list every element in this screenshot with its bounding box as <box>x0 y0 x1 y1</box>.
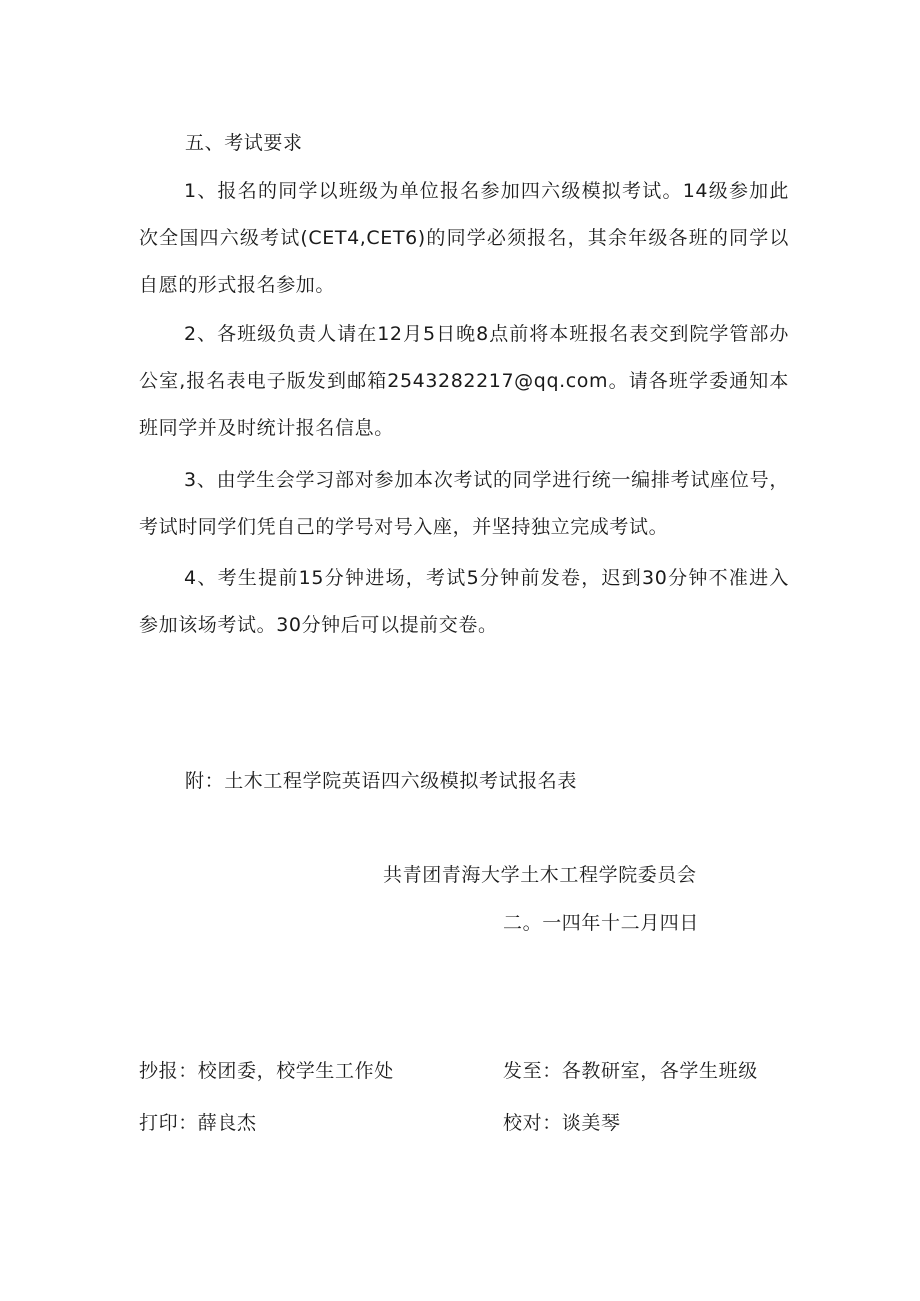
attachment-note: 附：土木工程学院英语四六级模拟考试报名表 <box>185 770 578 792</box>
requirement-paragraph-3: 3、由学生会学习部对参加本次考试的同学进行统一编排考试座位号，考试时同学们凭自己的学号对号入座，并坚持独立完成考试。 <box>139 469 789 538</box>
issuer-signature: 共青团青海大学土木工程学院委员会 <box>383 864 697 886</box>
report-to: 抄报：校团委，校学生工作处 <box>139 1060 394 1082</box>
section-heading: 五、考试要求 <box>185 132 303 154</box>
requirement-paragraph-4: 4、考生提前15分钟进场，考试5分钟前发卷，迟到30分钟不准进入参加该场考试。30分钟后可以提前交卷。 <box>139 567 789 636</box>
send-to: 发至：各教研室，各学生班级 <box>503 1060 758 1082</box>
proofread-by: 校对：谈美琴 <box>503 1112 621 1134</box>
requirement-paragraph-1: 1、报名的同学以班级为单位报名参加四六级模拟考试。14级参加此次全国四六级考试(CET4,CET6)的同学必须报名，其余年级各班的同学以自愿的形式报名参加。 <box>139 180 789 296</box>
printed-by: 打印：薛良杰 <box>139 1112 257 1134</box>
requirement-paragraph-2: 2、各班级负责人请在12月5日晚8点前将本班报名表交到院学管部办公室,报名表电子版发到邮箱2543282217@qq.com。请各班学委通知本班同学并及时统计报名信息。 <box>139 323 789 439</box>
issue-date: 二。一四年十二月四日 <box>503 912 700 934</box>
